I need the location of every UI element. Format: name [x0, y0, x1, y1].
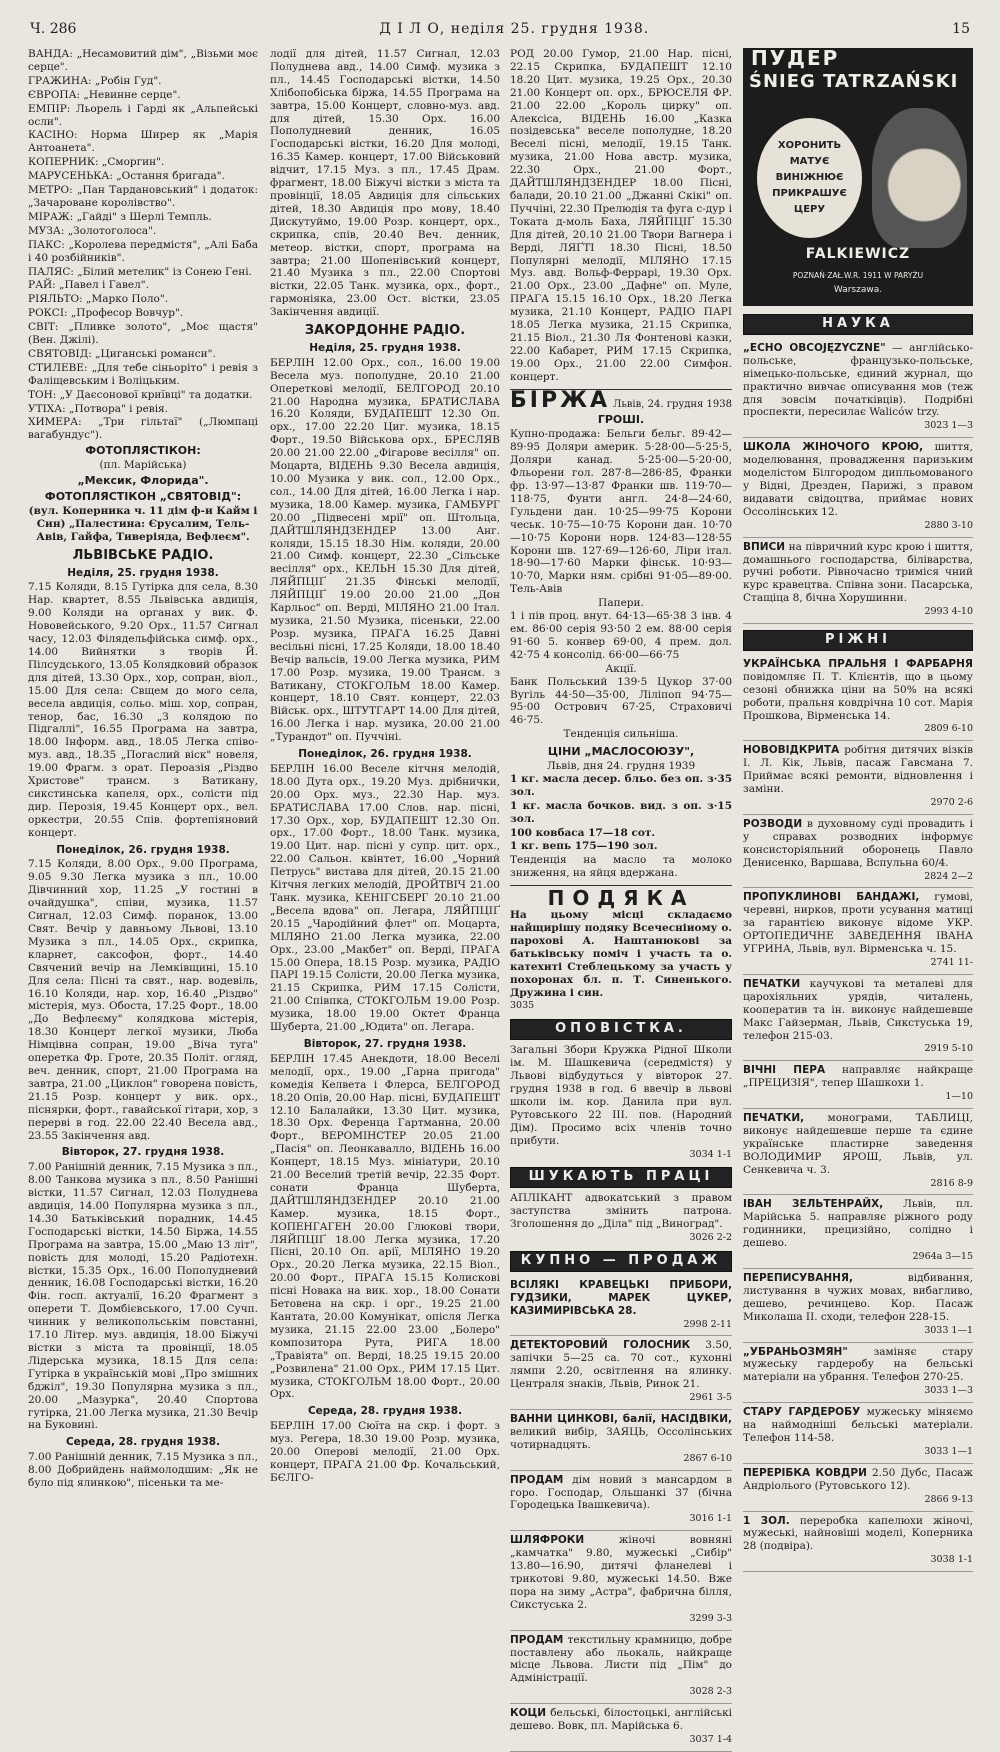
ad-code: 3037 1-4: [689, 1733, 732, 1745]
ad-text: [743, 1515, 973, 1554]
classified-ad: [743, 438, 973, 537]
ad-body: жіночі вовняні „камчатка" 9.80, мужеські „Сибір" 13.80—16.90, дитячі фланелеві і трикотові 9.80, мужеські 14.50. Вже пора на зиму „Астра", фабрична білля, Сикстуська 2.: [510, 1534, 732, 1611]
ad-heading: СТАРУ ГАРДЕРОБУ: [743, 1406, 861, 1419]
foreign-radio-continuation: РОД 20.00 Гумор, 21.00 Нар. пісні, 22.15 Скрипка, БУДАПЕШТ 12.10 18.20 Цит. музика, 19.25 Орх., 20.30 21.00 Концерт оп. орх., БРЮСЕЛЯ ФР. 21.00 22.00 „Король цирку" оп. Алексіса, ВІДЕНЬ 16.00 „Казка позідевська" веселе пополудне, 18.20 Веселі пісні, мелодії, 19.15 Танк. музика, 21.00 Нова австр. музика, 22.30 Орх., 21.00 Форт., ДАЙТШЛЯНДЗЕНДЕР 18.00 Пісні, балади, 20.10 21.00 „Джанні Скікі" оп. Пуччіні, 22.30 Прелюдія та фуга с-дур і Токата д-моль Баха, ЛЯЙПЦІҐ 15.30 Для дітей, 20.10 21.00 Твори Вагнера і Верді, ЛЯҐТІ 18.30 Пісні, 18.50 Популярні мелодії, МІЛЯНО 17.15 Муз. авд. Вольф-Феррарі, 19.30 Орх. 21.00 Орх., 23.00 „Дафне" оп. Муле, ПРАГА 15.15 16.10 Орх., 18.20 Легка музика, 21.10 Концерт, РАДІО ПАРІ 18.05 Легка музика, 21.15 Скрипка, 21.15 Віол., 21.30 Ля Фонтенові казки, 22.00 Кабарет, РИМ 17.15 Скрипка, 19.00 Орх., 21.00 22.00 Симфон. концерт.: [510, 48, 732, 383]
fotoplastikon-address: (пл. Марійська): [99, 459, 187, 472]
ad-code: 2809 6-10: [924, 723, 973, 735]
ad-code: 3299 3-3: [689, 1612, 732, 1624]
price-line: 100 ковбаса 17—18 сот.: [510, 826, 656, 839]
ad-text: [743, 818, 973, 870]
ad-body: каучукові та металеві для царохіяльних урядів, читалень, кооператив та ін. виконує найдешевше Макс Гайзерман, Львів, Сикстуська 19, телефон 215-03.: [743, 977, 973, 1042]
ad-heading: ВПИСИ: [743, 540, 786, 553]
fotoplastikon-show: „Мексик, Флорида".: [77, 474, 209, 488]
classified-ad: [743, 741, 973, 815]
column-4: [743, 46, 974, 1566]
radio-day-3-text: 7.00 Ранішній денник, 7.15 Музика з пл., 8.00 Танкова музика з пл., 8.50 Ранішні вістки, 11.57 Сигнал, 12.03 Полуднева авдиція, 14.00 Популярна музика з пл., 14.30 Батьківський порадник, 14.45 Господарські вістки, 14.50 Біржа, 14.55 Програма на завтра, 15.00 „Маю 13 літ", повість для молоді, 15.20 Радіотехн. вістки, 15.35 Орх., 16.00 Пополудневий денник, 16.08 Господарські вістки, 16.20 Фін. госп. актуалії, 16.20 Фрагмент з оперети Т. Домбієвського, 17.00 Сучп. чинник у великопольськім повстанні, 17.10 Літер. муз. авдиція, 18.00 Біжучі вістки з міста та провінції, 18.05 Лідерська музика, 18.15 Для села: Гутірка в українській мові „Про змішних бджіл", 19.30 Популярна музика з пл., 20.00 „Мазурка", 20.40 Спортова гутірка, 21.00 Легка музика, 21.30 Вечір на Буковині.: [28, 1161, 258, 1432]
podyaka-code: 3035: [510, 1000, 535, 1012]
classified-ad: [743, 815, 973, 889]
radio-day-3: Вівторок, 27. грудня 1938.: [61, 1146, 225, 1159]
ad-code: 2998 2-11: [683, 1318, 732, 1330]
page-header: [30, 18, 970, 40]
ad-text: [743, 1406, 973, 1445]
foreign-radio-title: ЗАКОРДОННЕ РАДІО.: [304, 323, 466, 339]
ad-code: 2961 3-5: [689, 1392, 732, 1404]
nauka-ads: [743, 339, 973, 624]
classified-ad: [743, 975, 973, 1061]
aplikant-code: 3026 2-2: [689, 1232, 732, 1244]
ad-body: Львів, пл. Марійська 5. направляє ріжного роду годинники, прецизійно, солідно і дешево.: [743, 1198, 974, 1250]
ad-body: дім новий з мансардом в горо. Господар, Ольшанкі 37 (бічна Городецька Івашкевича).: [510, 1473, 733, 1512]
poster-title-1: ПУДЕР: [751, 46, 840, 70]
fotoplastikon-svyatovid-title: ФОТОПЛЯСТІКОН „СВЯТОВІД":: [44, 490, 242, 503]
kupno-ads: [510, 1276, 732, 1752]
ad-code: 3033 1—3: [924, 1385, 973, 1397]
ad-code: 3033 1—1: [924, 1324, 973, 1336]
ad-text: [510, 1634, 732, 1686]
classified-ad: [743, 888, 973, 974]
ad-code: 3033 1—1: [924, 1445, 973, 1457]
ad-heading: ШЛЯФРОКИ: [510, 1534, 585, 1547]
foreign-day-4: Середа, 28. грудня 1938.: [307, 1405, 463, 1418]
ad-text: [743, 1272, 973, 1324]
cinema-listing: ЕМПІР: Льорель і Гарді як „Альпейські осли".: [28, 102, 258, 128]
classified-ad: [743, 1512, 973, 1573]
foreign-day-3-text: БЕРЛІН 17.45 Анекдоти, 18.00 Веселі мелодії, орх., 19.00 „Гарна пригода" комедія Келвета і Флерса, БЕЛГОРОД 18.20 Опів, 20.00 Нар. пісні, БУДАПЕШТ 12.10 Балалайки, 13.30 Цит. музика, 18.30 Орх. Ференца Гартманна, 20.00 Форт., ВЕРОМІНСТЕР 20.05 21.00 „Пасія" оп. Леонкавалло, ВІДЕНЬ 16.00 Концерт, 18.15 Муз. мініатури, 20.10 21.00 Веселий третій вечір, 22.35 Форт. сонати Франца Шуберта, ДАЙТШЛЯНДЗЕНДЕР 20.10 21.00 Камер. музика, 18.15 Форт., КОПЕНГАГЕН 20.00 Глюкові твори, ЛЯЙПЦІҐ 18.00 Легка музика, 17.20 Пісні, 20.10 Оп. арії, МІЛЯНО 19.20 Орх., 20.20 Легка музика, 22.15 Віол., 20.00 Форт., ПРАГА 15.15 Колисковi пiсні Новака на вик. хор., 18.00 Сонати Бетовена на скр. і орг., 19.25 21.00 Кантата, 20.00 Комунікат, опісля Легка музика, 21.15 22.00 23.00 „Болеро" композитора Рута, РИГА 18.00 „Травіята" оп. Верді, 18.25 19.15 20.00 „Розвилена" 21.00 Орх., РИМ 17.15 Цит. музика, СТОКГОЛЬМ 18.00 Форт., 20.00 Орх.: [270, 1052, 500, 1401]
cinema-listing: УТІХА: „Потвора" і ревія.: [28, 402, 169, 415]
ad-text: [510, 1413, 732, 1452]
classified-ad: [743, 1343, 973, 1404]
opovistka-text: Загальні Збори Кружка Рідної Школи ім. М. Шашкевича (середмістя) у Львові відбудуться у вівторок 27. грудня 1938 в год. 6 ввечір в львові школи ім. кор. Данила при вул. Рутовського 22 III. пов. (Народний Дім). Просимо всіх членів точно прибути.: [510, 1044, 732, 1147]
birzha-date: Львів, 24. грудня 1938: [613, 398, 732, 410]
cinema-listing: СВІТ: „Пливке золото", „Моє щастя" (Вен. Джілі).: [28, 321, 258, 347]
poster-slogan-word: ЦЕРУ: [793, 204, 826, 215]
cinema-listing: РІЯЛЬТО: „Марко Поло".: [28, 293, 169, 306]
ad-text: [743, 1467, 973, 1493]
ceny-list: [510, 773, 732, 853]
ad-text: [743, 744, 973, 796]
radio-day-1-text: 7.15 Коляди, 8.15 Гутірка для села, 8.30 Нар. квартет, 8.55 Львівська авдиція, 9.00 Коляди на органах у вик. Ф. Нововейського, 9.20 Орх., 11.57 Сигнал часу, 12.03 Філядельфійська симф. орх., 14.00 Вийнятки з творів Й. Пілсудського, 13.05 Колядковий образок для дітей, 13.30 Орх., хор, сопран, віол., 15.00 Для села: Свщем до мого села, весела авдиція, сольо. міш. хор, сопран, тенор, бас, 16.30 „З колядою по Підгаллі", 16.55 Програма на завтра, 18.00 Інформ. авд., 18.05 Легка співо-муз. авд., 18.35 „Погаслий віск" новеля, 19.00 Фрагм. з орат. Пероазія „Різдво Христове" трансм. з Ватикану, сикстинська капеля, орх., солісти під дир. Перозія, 19.45 Концерт орх., вел. оркестри, 20.55 Спів. фортепіяновий концерт.: [28, 581, 258, 839]
foreign-day-1: Неділя, 25. грудня 1938.: [309, 341, 461, 354]
poster-city: Warszawa.: [833, 285, 883, 295]
ad-code: 2970 2-6: [930, 797, 973, 808]
ad-body: 2.50 Дубс, Пасаж Андріолього (Рутовського 12).: [743, 1466, 973, 1492]
classified-ad: [510, 1276, 732, 1337]
ad-body: мужеську міняємо на наймодніші бельські матеріали. Телефон 114-58.: [743, 1406, 973, 1444]
ad-heading: ПЕЧАТКИ,: [743, 1112, 805, 1125]
foreign-day-4-text: БЕРЛІН 17.00 Сюїта на скр. і форт. з муз. Регера, 18.30 19.00 Розр. музика, 20.00 Оперові мелодії, 21.00 Орх. концерт, ПРАГА 21.00 Фр. Кочальський, БЄЛГО-: [270, 1420, 500, 1484]
birzha-header: [510, 387, 732, 413]
issue-number: Ч. 286: [30, 21, 77, 37]
radio-day-2: Понеділок, 26. грудня 1938.: [56, 843, 230, 856]
classified-ad: [510, 1631, 732, 1705]
ad-code: 3038 1-1: [930, 1554, 973, 1566]
ad-code: 2824 2—2: [924, 870, 973, 882]
ad-body: направляє найкраще „ПРЕЦИЗІЯ", тепер Шашкохи 1.: [743, 1064, 973, 1090]
aplikant-ad: АПЛІКАНТ адвокатський з правом заступства змінить патрона. Зголошення до „Діла" під „Виноград".: [510, 1192, 732, 1231]
nauka-banner: НАУКА: [743, 314, 973, 335]
ad-heading: НОВОВІДКРИТА: [743, 744, 840, 757]
price-line: 1 кг. вепь 175—190 зол.: [510, 840, 658, 853]
groshi-heading: ГРОШІ.: [597, 413, 645, 427]
radio-continuation: лодії для дітей, 11.57 Сигнал, 12.03 Полуднева авд., 14.00 Симф. музика з пл., 14.45 Господарські вістки, 14.50 Хлібопобіська біржа, 14.55 Програма на завтра, 15.00 Концерт, словно-муз. авд. для дітей, 15.30 Орх. 16.00 Пополудневий денник, 16.05 Господарські вістки, 16.20 Для молоді, 16.35 Камер. концерт, 17.00 Військовий відчит, 17.15 Муз. з пл., 17.45 Драм. фрагмент, 18.00 Біжучі вістки з міста та провінції, 18.05 Авдиція для сільських дітей, 18.30 Авдиція про мову, 18.40 Дискутуймо, 19.00 Розр. концерт, орх., скрипка, спів, 20.40 Веч. денник, метеор. вістки, спорт, програма на завтра; 21.00 Шопенівський концерт, 21.40 Музика з пл., 22.00 Спортові вістки, 22.05 Танк. музика, орх., форт., гармоніяка, 23.00 Ост. вістки, 23.05 Закінчення авдиції.: [270, 48, 500, 319]
cinema-listing: СВЯТОВІД: „Циганські романси".: [28, 347, 216, 360]
ad-text: [743, 541, 973, 606]
tendencia: Тенденція сильніша.: [563, 728, 679, 741]
groshi-text: Купно-продажа: Бельги бельг. 89·42—89·95 Доляри америк. 5·28·00—5·25·5, Доляри канад. 5·25·00—5·20·00, Фльорени гол. 287·8—286·85, Франки фр. 13·97—13·87 Франки шв. 119·70—118·75, Фунти англ. 24·8—24·60, Гульдени дан. 10·25—99·75 Корони чеськ. 10·75—10·75 Корони дан. 10·70—10·75 Корони норв. 124·83—128·55 Корони шв. 127·69—126·60, Ліри італ. 18·90—17·60 Марки фінськ. 10·93—10·70, Марки ням. срібні 91·05—89·00. Тель-Авів: [510, 428, 732, 596]
rizhni-ads: [743, 655, 973, 1572]
poster-address: POZNAŃ·ZAŁ.W.R. 1911 W PARYŻU: [792, 271, 924, 280]
ad-text: [743, 658, 973, 723]
kupno-banner: КУПНО — ПРОДАЖ: [510, 1251, 732, 1272]
cinema-listing: МУЗА: „Золотоголоса".: [28, 224, 157, 237]
podyaka-text: На цьому місці складаємо найщирішу подяку Всечесніиому о. пароховi А. Наштанюкові за батьківську поміч і участь та о. катехиті Стеблецькому за участь у похоронах бл. п. Т. Синенького. Дружина і син.: [510, 909, 732, 999]
ad-text: [510, 1339, 732, 1391]
cinema-listing: ТОН: „У Даєсонової криївці" та додатки.: [28, 388, 253, 401]
ad-code: 3023 1—3: [924, 420, 973, 432]
cinema-listing: ГРАЖИНА: „Робін Гуд".: [28, 74, 162, 87]
ad-text: [510, 1534, 732, 1611]
podyaka-title: ПОДЯКА: [547, 886, 695, 911]
ad-heading: „ECHO OBCOJĘZYCZNE": [743, 341, 886, 354]
column-2: [270, 48, 500, 1488]
cinema-listing: МЕТРО: „Пан Тардановський" і додаток: „Зачароване королівство".: [28, 184, 258, 209]
opovistka-banner: ОПОВІСТКА.: [510, 1019, 732, 1040]
poster-slogan-word: ВИНІЖНЮЄ: [775, 172, 844, 183]
ceny-date: Львів, дня 24. грудня 1939: [546, 760, 696, 773]
ad-body: бельські, білостоцькі, англійські дешево. Вовк, пл. Марійська 6.: [510, 1707, 732, 1733]
ad-code: 2741 11-: [930, 956, 973, 968]
fotoplastikon-title: ФОТОПЛЯСТІКОН:: [85, 444, 201, 458]
ad-text: [510, 1279, 732, 1318]
ceny-title: ЦІНИ „МАСЛОСОЮЗУ",: [547, 745, 695, 759]
cinema-listing: КОПЕРНИК: „Сморгин".: [28, 156, 165, 169]
papery-heading: Папери.: [598, 597, 644, 610]
ad-code: 2919 5-10: [924, 1043, 973, 1055]
lviv-radio-title: ЛЬВІВСЬКЕ РАДІО.: [72, 547, 214, 563]
ad-text: [510, 1474, 732, 1513]
ad-text: [743, 891, 973, 956]
papery-text: 1 і пів проц. внут. 64·13—65·38 3 інв. 4 ем. 86·00 серія 93·50 2 ем. 88·00 серія 91·60 5. конвер 69·00, 4 прем. дол. 42·75 4 консолід. 66·00—66·75: [510, 610, 732, 661]
prati-banner: ШУКАЮТЬ ПРАЦІ: [510, 1167, 732, 1188]
ad-text: [743, 978, 973, 1043]
cinema-listing: ЄВРОПА: „Невинне серце".: [28, 88, 181, 101]
ad-heading: „УБРАНЬОЗМЯН": [743, 1345, 848, 1358]
ad-body: монограми, ТАБЛИЦІ, виконує найдешевше перше та єдине українське пластирне заведення ВОЛОДИМИР ЯРОШ, Львів, ул. Сенкевича ч. 3.: [743, 1112, 973, 1176]
classified-ad: [743, 1269, 973, 1343]
column-3: [510, 48, 733, 1745]
radio-day-4: Середа, 28. грудня 1938.: [65, 1436, 221, 1449]
poster-slogan-word: ПРИКРАШУЄ: [772, 188, 847, 199]
radio-day-4-text: 7.00 Ранішній денник, 7.15 Музика з пл., 8.00 Добрийдень наймолодшим: „Як не було під ялинкою", пісеньки та ме-: [28, 1451, 258, 1490]
foreign-day-3: Вівторок, 27. грудня 1938.: [303, 1037, 467, 1050]
poster-slogan-word: МАТУЄ: [789, 156, 830, 167]
ad-heading: ПЕРЕРІБКА КОВДРИ: [743, 1466, 867, 1479]
ad-body: заміняє стару мужеську гардеробу на бельські матеріали на убрання. Телефон 270-25.: [743, 1345, 973, 1384]
ad-heading: ВІЧНІ ПЕРА: [743, 1064, 826, 1077]
ad-body: шиття, моделювання, провадження паризьким моделістом Білгородом дипльомованого у Відні, Дрезден, Парижі, з правом видавати свідоцтва, приймає нових Оссолінських 12.: [743, 441, 973, 518]
ad-code: 2880 3-10: [924, 519, 973, 531]
ad-code: 2993 4-10: [924, 606, 973, 618]
akcii-text: Банк Польський 139·5 Цукор 37·00 Вугіль 44·50—35·00, Ліліпоп 94·75—95·00 Острович 67·25, Страховичі 46·75.: [510, 675, 732, 727]
cinema-listing: ВАНДА: „Несамовитий дім", „Візьми моє серце".: [28, 48, 258, 73]
poster-brand: FALKIEWICZ: [805, 246, 911, 262]
cinema-listing: РАЙ: „Павел і Гавел".: [28, 279, 149, 292]
fotoplastikon-svyatovid-text: (вул. Коперника ч. 11 дім ф-и Кайм і Син) „Палестина: Єрусалим, Тель-Авів, Гайфа, Тиверіяда, Вефлеєм".: [28, 504, 258, 543]
cinema-listing: ПАЛЯС: „Білий метелик" із Сонею Гені.: [28, 265, 252, 278]
ad-body: 3.50, запічки 5—25 са. 70 сот., кухонні лямпи 2.20, освітлення на ялинку. Централя знаків, Львів, Ринок 21.: [510, 1339, 733, 1391]
ad-heading: ВАННИ ЦИНКОВІ, балії, НАСІДВІКИ,: [510, 1413, 732, 1425]
cinema-listing: РОКСІ: „Професор Вовчур".: [28, 307, 184, 320]
ad-code: 2866 9-13: [924, 1493, 973, 1505]
cinema-listing: КАСІНО: Норма Ширер як „Марія Антоанета".: [28, 129, 258, 155]
classified-ad: [743, 1403, 973, 1464]
ad-code: 2867 6-10: [683, 1452, 732, 1464]
price-line: 1 кг. масла бочков. вид. з оп. з·15 зол.: [510, 799, 732, 825]
radio-day-2-text: 7.15 Коляди, 8.00 Орх., 9.00 Програма, 9.05 9.30 Легка музика з пл., 10.00 Дівчинний хор, 11.25 „У гостині в очайдушка", співи, музика, 11.57 Сигнал, 12.03 Симф. поранок, 13.00 Свят. Вечір у давньому Львові, 13.10 Музика з пл., 14.05 Орх., скрипка, кларнет, саксофон, форт., 14.40 Свячений вечір на Лемківщині, 15.10 Для села: Пісні та свят., нар. водевіль, 16.10 Коляди, нар. хор, 16.40 „Різдво" містерія, муз. Обоста, 17.25 Форт., 18.00 „До Вефлеєму" колядкова містерія, 18.30 Концерт легкої музики, Люба Німцівна сопран, 19.00 „Віча туга" оперетка Фр. Гроте, 20.35 Політ. огляд, веч. денник, спорт, 21.00 Програма на завтра, 21.00 „Циклон" говорена повість, 21.15 Розр. концерт у вик. орх., піснярки, форт., гавайської гітари, хор, з перерві в год. 22.00 22.40 Весела авд., 23.55 Закінчення авд.: [28, 858, 258, 1142]
ad-heading: ШКОЛА ЖІНОЧОГО КРОЮ,: [743, 441, 924, 454]
classified-ad: [743, 1061, 973, 1109]
classified-ad: [743, 655, 973, 741]
ad-text: [743, 1112, 973, 1177]
cinema-listing: МАРУСЕНЬКА: „Остання бригада".: [28, 170, 225, 183]
poster-slogan-word: ХОРОНИТЬ: [777, 140, 842, 151]
ad-heading: ДЕТЕКТОРОВИЙ ГОЛОСНИК: [510, 1339, 691, 1352]
ad-text: [743, 441, 973, 518]
ad-text: [510, 1707, 732, 1733]
ad-body: великий вибір, ЗАЯЦЬ, Оссолінських чотирнадцять.: [510, 1425, 732, 1451]
poster-slogan-disc: [757, 118, 862, 238]
ad-heading: ІВАН ЗЕЛЬТЕНРАЙХ,: [743, 1198, 884, 1211]
birzha-title: БІРЖА: [510, 387, 611, 413]
ad-body: текстильну крамницю, добре поставлену або льокаль, найкраще місце Львова. Листи під „Пім" до Адміністрації.: [510, 1633, 732, 1685]
classified-ad: [743, 1195, 973, 1269]
ad-heading: ВСІЛЯКІ КРАВЕЦЬКІ ПРИБОРИ, ГУДЗИКИ, МАРЕК ЦУКЕР, КАЗИМИРІВСЬКА 28.: [510, 1278, 732, 1317]
column-1: [28, 48, 258, 1488]
newspaper-masthead: Д І Л О, неділя 25. грудня 1938.: [379, 21, 650, 37]
ad-text: [743, 1064, 973, 1090]
foreign-day-2: Понеділок, 26. грудня 1938.: [298, 748, 472, 761]
cinema-listing: СТИЛЕВЕ: „Для тебе сіньоріто" і ревія з Фаліщевським і Воліцьким.: [28, 361, 258, 387]
classified-ad: [510, 1336, 732, 1410]
ad-code: 2964а 3—15: [912, 1251, 973, 1263]
ad-heading: РОЗВОДИ: [743, 817, 803, 830]
ad-heading: ПРОПУКЛИНОВІ БАНДАЖІ,: [743, 891, 920, 904]
rizhni-banner: РІЖНІ: [743, 630, 973, 651]
ad-body: відбивання, листування в чужих мовах, вибагливо, дешево, речинцево. Кор. Пасаж Миколаша II. сходи, телефон 228-15.: [743, 1272, 973, 1323]
ad-code: 3028 2-3: [689, 1686, 732, 1698]
price-line: 1 кг. масла десер. бльо. без оп. з·35 зол.: [510, 772, 732, 798]
ad-body: робітня дитячих візків І. Л. Кік, Львів, пасаж Гавсмана 7. Приймає всякі ремонти, відновлення і заміни.: [743, 744, 973, 796]
ad-heading: КОЦИ: [510, 1707, 547, 1720]
classified-ad: [743, 339, 973, 438]
powder-advertisement: [743, 48, 973, 306]
classified-ad: [743, 538, 973, 624]
opovistka-code: 3034 1-1: [689, 1148, 732, 1160]
ad-code: 3016 1-1: [689, 1513, 732, 1525]
page-number: 15: [952, 21, 970, 37]
ad-heading: 1 ЗОЛ.: [743, 1514, 790, 1527]
cinema-listing: МІРАЖ: „Гайді" з Шерлі Темпль.: [28, 210, 212, 223]
ad-code: 2816 8-9: [930, 1177, 973, 1189]
cinema-listing: ПАКС: „Королева передмістя", „Алі Баба і 40 розбійників".: [28, 238, 258, 264]
poster-title-2: ŚNIEG TATRZAŃSKI: [749, 71, 959, 92]
foreign-day-2-text: БЕРЛІН 16.00 Веселе кiтчня мелодій, 18.00 Дута орх., 19.20 Муз. дрібнички, 20.00 Орх. муз., 22.30 Нар. муз. БРАТИСЛАВА 17.00 Слов. нар. пісні, 17.30 Орх., хор, БУДАПЕШТ 12.30 Оп. орх., 17.00 Форт., 18.00 Танк. музика, 19.00 Цит. нар. пісні у супр. цит. орх., 22.00 Сальон. квінтет, 16.00 „Чорний Петрусь" вистава для дітей, 20.15 21.00 Кітчня легких мелодій, ДРОЙТВІЧ 21.00 Танк. музика, КЕНІГСБЕРГ 20.10 21.00 „Весела вдова" оп. Легара, ЛЯЙПЦІҐ 20.15 „Чародійний флет" оп. Моцарта, МІЛЯНО 21.00 Легка музика, 22.00 Орх., 23.00 „Макбет" оп. Верді, ПРАГА 15.00 Опера, 18.15 Розр. музика, РАДІО ПАРІ 19.15 Солісти, 20.00 Легка музика, 21.15 Скрипка, РИМ 17.15 Солісти, 21.00 Спiвпка, СТОКГОЛЬМ 19.00 Розр. музика, 18.00 19.00 Октет Франца Шуберта, 21.00 „Юдита" оп. Легара.: [270, 762, 500, 1034]
ad-body: в духовному суді провадить і у справах розводних інформує консисторіяльний оборонець Павло Денисенко, Варшава, Вспульна 60/4.: [743, 817, 973, 869]
ad-heading: ПРОДАМ: [510, 1633, 564, 1646]
ceny-trend: Тенденція на масло та молоко зниження, на яйця вдержана.: [510, 854, 732, 880]
ad-text: [743, 342, 973, 419]
cinema-list: [28, 48, 258, 442]
ad-text: [743, 1198, 973, 1250]
classified-ad: [510, 1410, 732, 1471]
ad-heading: ПЕРЕПИСУВАННЯ,: [743, 1272, 853, 1284]
woman-portrait-illustration: [872, 108, 967, 248]
ad-body: гумові, черевні, нирков, проти усування матиці за гарантією виконує відоме УКР. ОРТОПЕДИЧНЕ ЗАВЕДЕННЯ ІВАНА УГРИНА, Львів, вул. Вірменська ч. 15.: [743, 891, 973, 956]
foreign-day-1-text: БЕРЛІН 12.00 Орх., сол., 16.00 19.00 Весела муз. пополудне, 20.10 21.00 Оперетковi мелодії, БЕЛГОРОД 20.10 21.00 Народна музика, БРАТИСЛАВА 16.20 Коляди, БУДАПЕШТ 12.30 Оп. орх., 17.00 22.20 Циг. музика, 18.15 Форт., 19.50 Військова орх., БРЕСЛЯВ 20.00 21.00 22.00 „Фігарове весілля" оп. Моцарта, ВІДЕНЬ 9.30 Весела авдиція, 10.00 Музика у вик. сол., 12.00 Орх., сол., 14.00 Для дітей, 16.00 Легка і нар. музика, 18.00 Камер. музика, ГАМБУРГ 20.00 „Підвесені мрії" оп. Штольца, ДАЙТШЛЯНДЗЕНДЕР 13.00 Анг. коляди, 15.15 18.30 Нім. коляди, 20.00 21.00 Симф. концерт, 22.30 „Сільське весілля" орх., КЕЛЬН 15.30 Для дітей, ЛЯЙПЦІҐ 21.35 Фінські мелодії, ЛЯЙПЦІҐ 19.00 20.00 21.00 „Дон Карльос" оп. Верді, МІЛЯНО 21.00 Італ. музика, 21.50 Музика, пісеньки, 22.00 Розр. музика, ПРАГА 16.25 Давні весільні пісні, 17.25 Коляди, 18.00 18.40 Вечір вальсів, 19.00 Легка музика, РИМ 17.00 Розр. музика, 19.00 Трансм. з Ватикану, СТОКГОЛЬМ 18.00 Камер. концерт, 18.10 Свят. концерт, 22.03 Військ. орх., ШТУТГАРТ 14.00 Для дітей, 16.00 Легка і нар. музика, 20.00 21.00 „Турандот" оп. Пуччіні.: [270, 356, 500, 744]
classified-ad: [743, 1464, 973, 1512]
ad-body: переробка капелюхи жіночі, мужеські, найновіші моделі, Коперника 28 (подвіра).: [743, 1514, 973, 1553]
ad-heading: УКРАЇНСЬКА ПРАЛЬНЯ І ФАРБАРНЯ: [743, 657, 973, 670]
cinema-listing: ХИМЕРА: „Три гільтаї" („Люмпаці вагабундус").: [28, 416, 258, 442]
ad-heading: ПРОДАМ: [510, 1473, 564, 1486]
ad-body: на півричний курс крою і шиття, домашнього господарства, біліварства, ручні роботи. Рівночасно триміся чний курс кравецтва. Співна зони. Пасарська, Стащіца 8, бічна Хорушинни.: [743, 540, 973, 605]
radio-day-1: Неділя, 25. грудня 1938.: [67, 566, 219, 579]
classified-ad: [510, 1471, 732, 1532]
akcii-heading: Акції.: [605, 662, 637, 675]
ad-text: [743, 1346, 973, 1385]
ad-heading: ПЕЧАТКИ: [743, 977, 801, 990]
classified-ad: [743, 1109, 973, 1195]
classified-ad: [510, 1531, 732, 1630]
ad-code: 1—10: [945, 1091, 973, 1103]
ad-body: повідомляє П. Т. Клієнтів, що в цьому сезоні обнижка ціни на 50% на всякі роботи, пральня ковдрічна 10 сот. Марія Прошкова, Вірменська 14.: [743, 670, 973, 722]
ad-body: — англійсько-польське, французько-польське, німецько-польське, єдиний журнал, що практично вивчає описування мов (теж для зовсім початківців). Подрібні проспекти, пересилає Waliców trzy.: [743, 341, 973, 419]
classified-ad: [510, 1704, 732, 1752]
